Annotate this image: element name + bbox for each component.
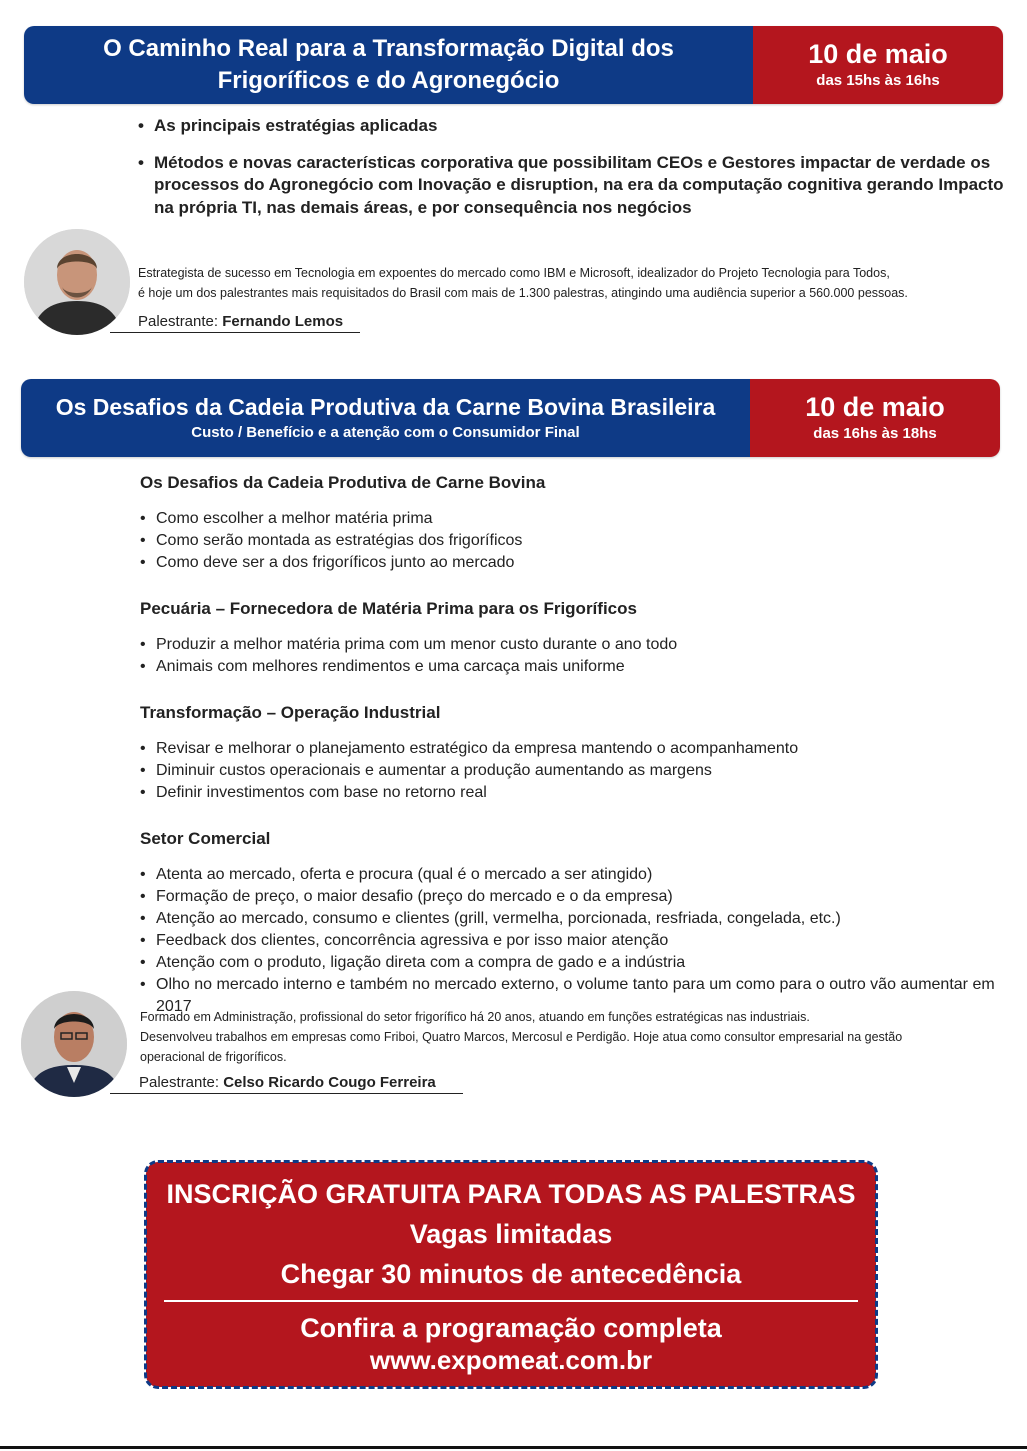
session1-time: das 15hs às 16hs [816,72,940,89]
speaker1-name: Fernando Lemos [222,313,344,330]
cta-divider [164,1300,858,1302]
list-item: • As principais estratégias aplicadas [138,115,1008,138]
group-list [140,738,1020,804]
cta-line3: Chegar 30 minutos de antecedência [280,1259,742,1289]
session2-title [21,379,750,457]
session2-content [140,472,1020,1042]
list-item: • Olho no mercado interno e também no mercado externo, o volume tanto para um como para o outro vão aumentar em 2017 [140,974,1020,1018]
speaker2-bio-line1: Formado em Administração, profissional do setor frigorífico há 20 anos, atuando em funções estratégicas nas industriais. [140,1010,810,1024]
list-item: • Formação de preço, o maior desafio (preço do mercado e o da empresa) [140,886,1020,908]
speaker1-caption [110,313,360,333]
session1-title-line1: O Caminho Real para a Transformação Digital dos [103,35,674,62]
group-list [140,634,1020,678]
speaker2-bio-line2: Desenvolveu trabalhos em empresas como Friboi, Quatro Marcos, Mercosul e Perdigão. Hoje atua como consultor empresarial na gestão [140,1030,903,1044]
group-heading: Pecuária – Fornecedora de Matéria Prima para os Frigoríficos [140,599,637,618]
group-list [140,508,1020,574]
list-item: • Atenção ao mercado, consumo e clientes (grill, vermelha, porcionada, resfriada, congelada, etc.) [140,908,1020,930]
cta-line1: INSCRIÇÃO GRATUITA PARA TODAS AS PALESTRAS [166,1179,856,1209]
list-item: • Como escolher a melhor matéria prima [140,508,1020,530]
session1-bullets [138,115,1008,233]
list-item: • Animais com melhores rendimentos e uma carcaça mais uniforme [140,656,1020,678]
group-heading: Transformação – Operação Industrial [140,703,441,722]
group-heading: Os Desafios da Cadeia Produtiva de Carne Bovina [140,473,546,492]
session2-subtitle: Custo / Benefício e a atenção com o Consumidor Final [191,424,580,441]
cta-website-link[interactable]: www.expomeat.com.br [369,1345,653,1375]
session2-banner [21,379,1000,457]
registration-box [146,1162,876,1387]
group-heading: Setor Comercial [140,829,271,848]
speaker1-bio-line1: Estrategista de sucesso em Tecnologia em expoentes do mercado como IBM e Microsoft, idealizador do Projeto Tecnologia para Todos, [138,266,890,280]
list-item: • Métodos e novas características corporativa que possibilitam CEOs e Gestores impactar de verdade os processos do Agronegócio com Inovação e disruption, na era da computação cognitiva gerando Impacto na própria TI, nas demais áreas, e por consequência nos negócios [138,152,1008,220]
cta-line2: Vagas limitadas [409,1219,613,1249]
speaker2-caption [110,1074,463,1094]
speaker1-bio [138,263,1018,303]
speaker2-label: Palestrante: [139,1074,220,1091]
speaker2-bio [140,1007,1010,1067]
list-item: • Revisar e melhorar o planejamento estratégico da empresa mantendo o acompanhamento [140,738,1020,760]
session1-date: 10 de maio [808,39,948,69]
list-item: • Diminuir custos operacionais e aumentar a produção aumentando as margens [140,760,1020,782]
cta-line4: Confira a programação completa [300,1313,722,1343]
speaker2-name: Celso Ricardo Cougo Ferreira [223,1074,436,1091]
footer-divider [0,1446,1027,1449]
speaker1-bio-line2: é hoje um dos palestrantes mais requisitados do Brasil com mais de 1.300 palestras, atingindo uma audiência superior a 560.000 pessoas. [138,286,908,300]
session1-banner [24,26,1003,104]
session2-title-main: Os Desafios da Cadeia Produtiva da Carne Bovina Brasileira [55,394,716,420]
session2-time: das 16hs às 18hs [813,425,937,442]
list-item: • Atenção com o produto, ligação direta com a compra de gado e a indústria [140,952,1020,974]
list-item: • Como serão montada as estratégias dos frigoríficos [140,530,1020,552]
list-item: • Feedback dos clientes, concorrência agressiva e por isso maior atenção [140,930,1020,952]
speaker1-label: Palestrante: [138,313,219,330]
session1-title [24,26,753,104]
session1-date-box [753,26,1003,104]
list-item: • Atenta ao mercado, oferta e procura (qual é o mercado a ser atingido) [140,864,1020,886]
group-list [140,864,1020,1018]
list-item: • Produzir a melhor matéria prima com um menor custo durante o ano todo [140,634,1020,656]
session2-date: 10 de maio [805,392,945,422]
list-item: • Como deve ser a dos frigoríficos junto ao mercado [140,552,1020,574]
session2-date-box [750,379,1000,457]
speaker2-bio-line3: operacional de frigoríficos. [140,1050,287,1064]
list-item: • Definir investimentos com base no retorno real [140,782,1020,804]
session1-title-line2: Frigoríficos e do Agronegócio [217,67,560,94]
